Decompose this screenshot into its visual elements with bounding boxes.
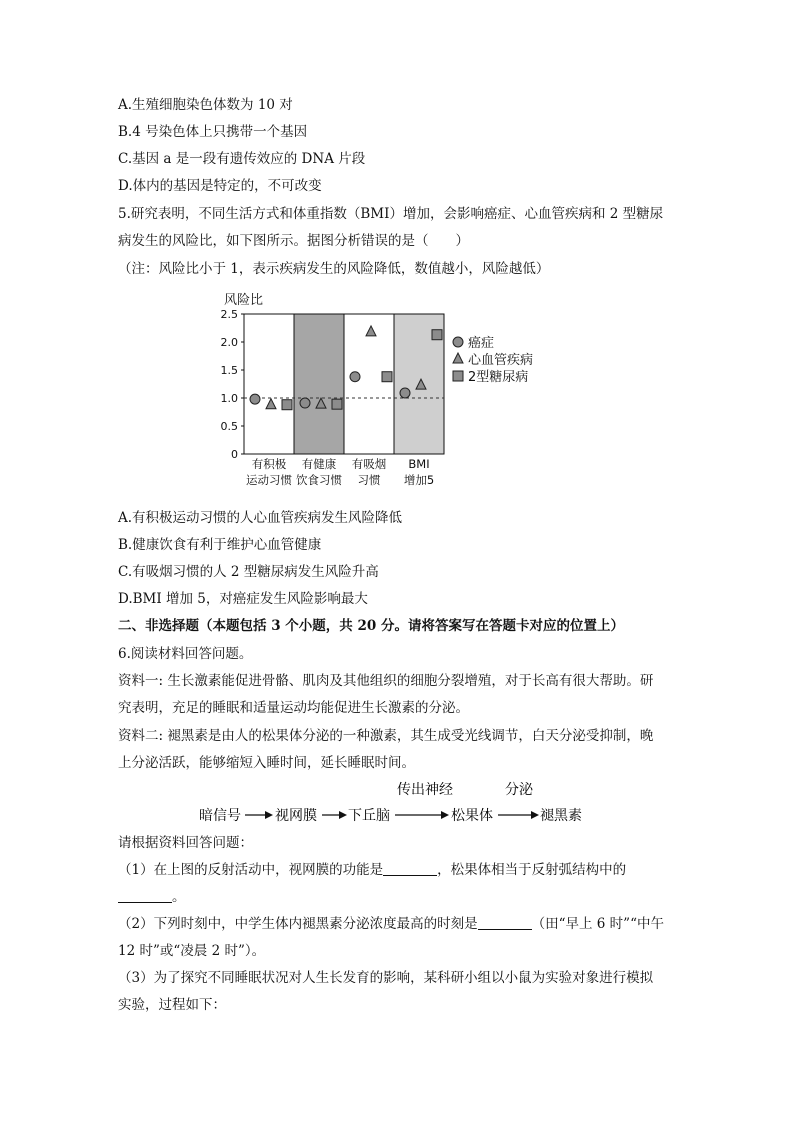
q4-option-c: C.基因 a 是一段有遗传效应的 DNA 片段 <box>118 151 366 167</box>
material2-line1: 资料二: 褪黑素是由人的松果体分泌的一种激素，其生成受光线调节，白天分泌受抑制，晚 <box>118 728 654 744</box>
y-tick-label: 0.5 <box>220 420 238 433</box>
material2-line2: 上分泌活跃，能够缩短入睡时间，延长睡眠时间。 <box>118 755 415 771</box>
reflex-flow-diagram <box>195 780 595 826</box>
data-point-circle <box>300 398 310 408</box>
legend-marker-circle <box>453 337 463 347</box>
q5-option-b: B.健康饮食有利于维护心血管健康 <box>118 537 322 553</box>
data-point-square <box>382 372 392 382</box>
x-category-label: 有健康 <box>301 457 337 471</box>
flow-node-hypothalamus: 下丘脑 <box>348 808 390 824</box>
material1-line1: 资料一: 生长激素能促进骨骼、肌肉及其他组织的细胞分裂增殖，对于长高有很大帮助。研 <box>118 673 654 689</box>
y-tick-label: 0 <box>231 448 238 461</box>
q6-sub2-line2: 12 时”或“凌晨 2 时”）。 <box>118 943 266 959</box>
data-point-circle <box>250 394 260 404</box>
category-panel <box>244 314 294 454</box>
flow-arrowhead-3 <box>441 811 449 819</box>
flow-node-melatonin: 褪黑素 <box>540 808 582 824</box>
flow-label-efferent-nerve: 传出神经 <box>397 782 453 798</box>
flow-arrowhead-1 <box>265 811 273 819</box>
q5-note: （注：风险比小于 1，表示疾病发生的风险降低，数值越小，风险越低） <box>118 261 550 277</box>
flow-node-retina: 视网膜 <box>275 808 317 824</box>
x-category-label: 饮食习惯 <box>296 473 342 487</box>
section2-title: 二、非选择题（本题包括 3 个小题，共 20 分。请将答案写在答题卡对应的位置上） <box>118 618 624 634</box>
legend-marker-square <box>453 371 463 381</box>
q5-option-c: C.有吸烟习惯的人 2 型糖尿病发生风险升高 <box>118 564 379 580</box>
x-category-label: 习惯 <box>357 473 381 487</box>
q5-option-d: D.BMI 增加 5，对癌症发生风险影响最大 <box>118 591 368 607</box>
legend-label: 心血管疾病 <box>468 353 534 368</box>
q6-sub1-line1 <box>118 860 626 880</box>
q6-sub1-text-a: （1）在上图的反射活动中，视网膜的功能是 <box>118 862 384 878</box>
y-tick-label: 1.5 <box>220 364 238 377</box>
category-panel <box>294 314 344 454</box>
flow-arrowhead-4 <box>531 811 539 819</box>
data-point-square <box>282 400 292 410</box>
q5-stem-line2: 病发生的风险比，如下图所示。据图分析错误的是（ ） <box>118 233 469 249</box>
q6-sub3-line2: 实验，过程如下： <box>118 997 226 1013</box>
q6-sub1-text-b: ，松果体相当于反射弧结构中的 <box>437 862 627 878</box>
flow-node-dark-signal: 暗信号 <box>199 808 241 824</box>
data-point-circle <box>400 388 410 398</box>
q6-sub1-text-c: 。 <box>172 889 186 905</box>
legend-marker-triangle <box>453 353 463 363</box>
y-tick-label: 2.5 <box>220 308 238 321</box>
answer-blank-2 <box>118 888 172 903</box>
q6-title: 6.阅读材料回答问题。 <box>118 646 253 662</box>
q6-sub3-line1: （3）为了探究不同睡眠状况对人生长发育的影响，某科研小组以小鼠为实验对象进行模拟 <box>118 970 654 986</box>
data-point-square <box>432 330 442 340</box>
x-category-label: 有吸烟 <box>351 457 387 471</box>
q4-option-b: B.4 号染色体上只携带一个基因 <box>118 124 308 140</box>
flow-label-secrete: 分泌 <box>505 782 533 798</box>
x-category-label: 运动习惯 <box>246 473 292 487</box>
legend-label: 2型糖尿病 <box>468 370 529 385</box>
answer-blank-1 <box>383 861 437 876</box>
x-category-label: 有积极 <box>251 457 287 471</box>
q5-stem-line1: 5.研究表明，不同生活方式和体重指数（BMI）增加，会影响癌症、心血管疾病和 2 型糖尿 <box>118 206 664 222</box>
q6-sub2-text-a: （2）下列时刻中，中学生体内褪黑素分泌浓度最高的时刻是 <box>118 916 478 932</box>
q6-sub1-line2 <box>118 887 186 907</box>
q6-sub2-text-b: （田“早上 6 时”“中午 <box>531 916 664 932</box>
material1-line2: 究表明，充足的睡眠和适量运动均能促进生长激素的分泌。 <box>118 700 469 716</box>
data-point-square <box>332 399 342 409</box>
flow-arrowhead-2 <box>339 811 347 819</box>
risk-ratio-chart <box>218 288 578 494</box>
q6-prompt: 请根据资料回答问题： <box>118 835 253 851</box>
x-category-label: 增加5 <box>403 473 435 487</box>
q4-option-d: D.体内的基因是特定的，不可改变 <box>118 178 322 194</box>
flow-node-pineal: 松果体 <box>451 808 493 824</box>
legend-label: 癌症 <box>468 336 495 351</box>
x-category-label: BMI <box>408 457 430 471</box>
data-point-circle <box>350 372 360 382</box>
q5-option-a: A.有积极运动习惯的人心血管疾病发生风险降低 <box>118 510 403 526</box>
q6-sub2-line1 <box>118 914 664 934</box>
answer-blank-3 <box>478 915 532 930</box>
y-axis-label: 风险比 <box>224 293 264 308</box>
q4-option-a: A.生殖细胞染色体数为 10 对 <box>118 97 293 113</box>
y-tick-label: 1.0 <box>220 392 238 405</box>
y-tick-label: 2.0 <box>220 336 238 349</box>
